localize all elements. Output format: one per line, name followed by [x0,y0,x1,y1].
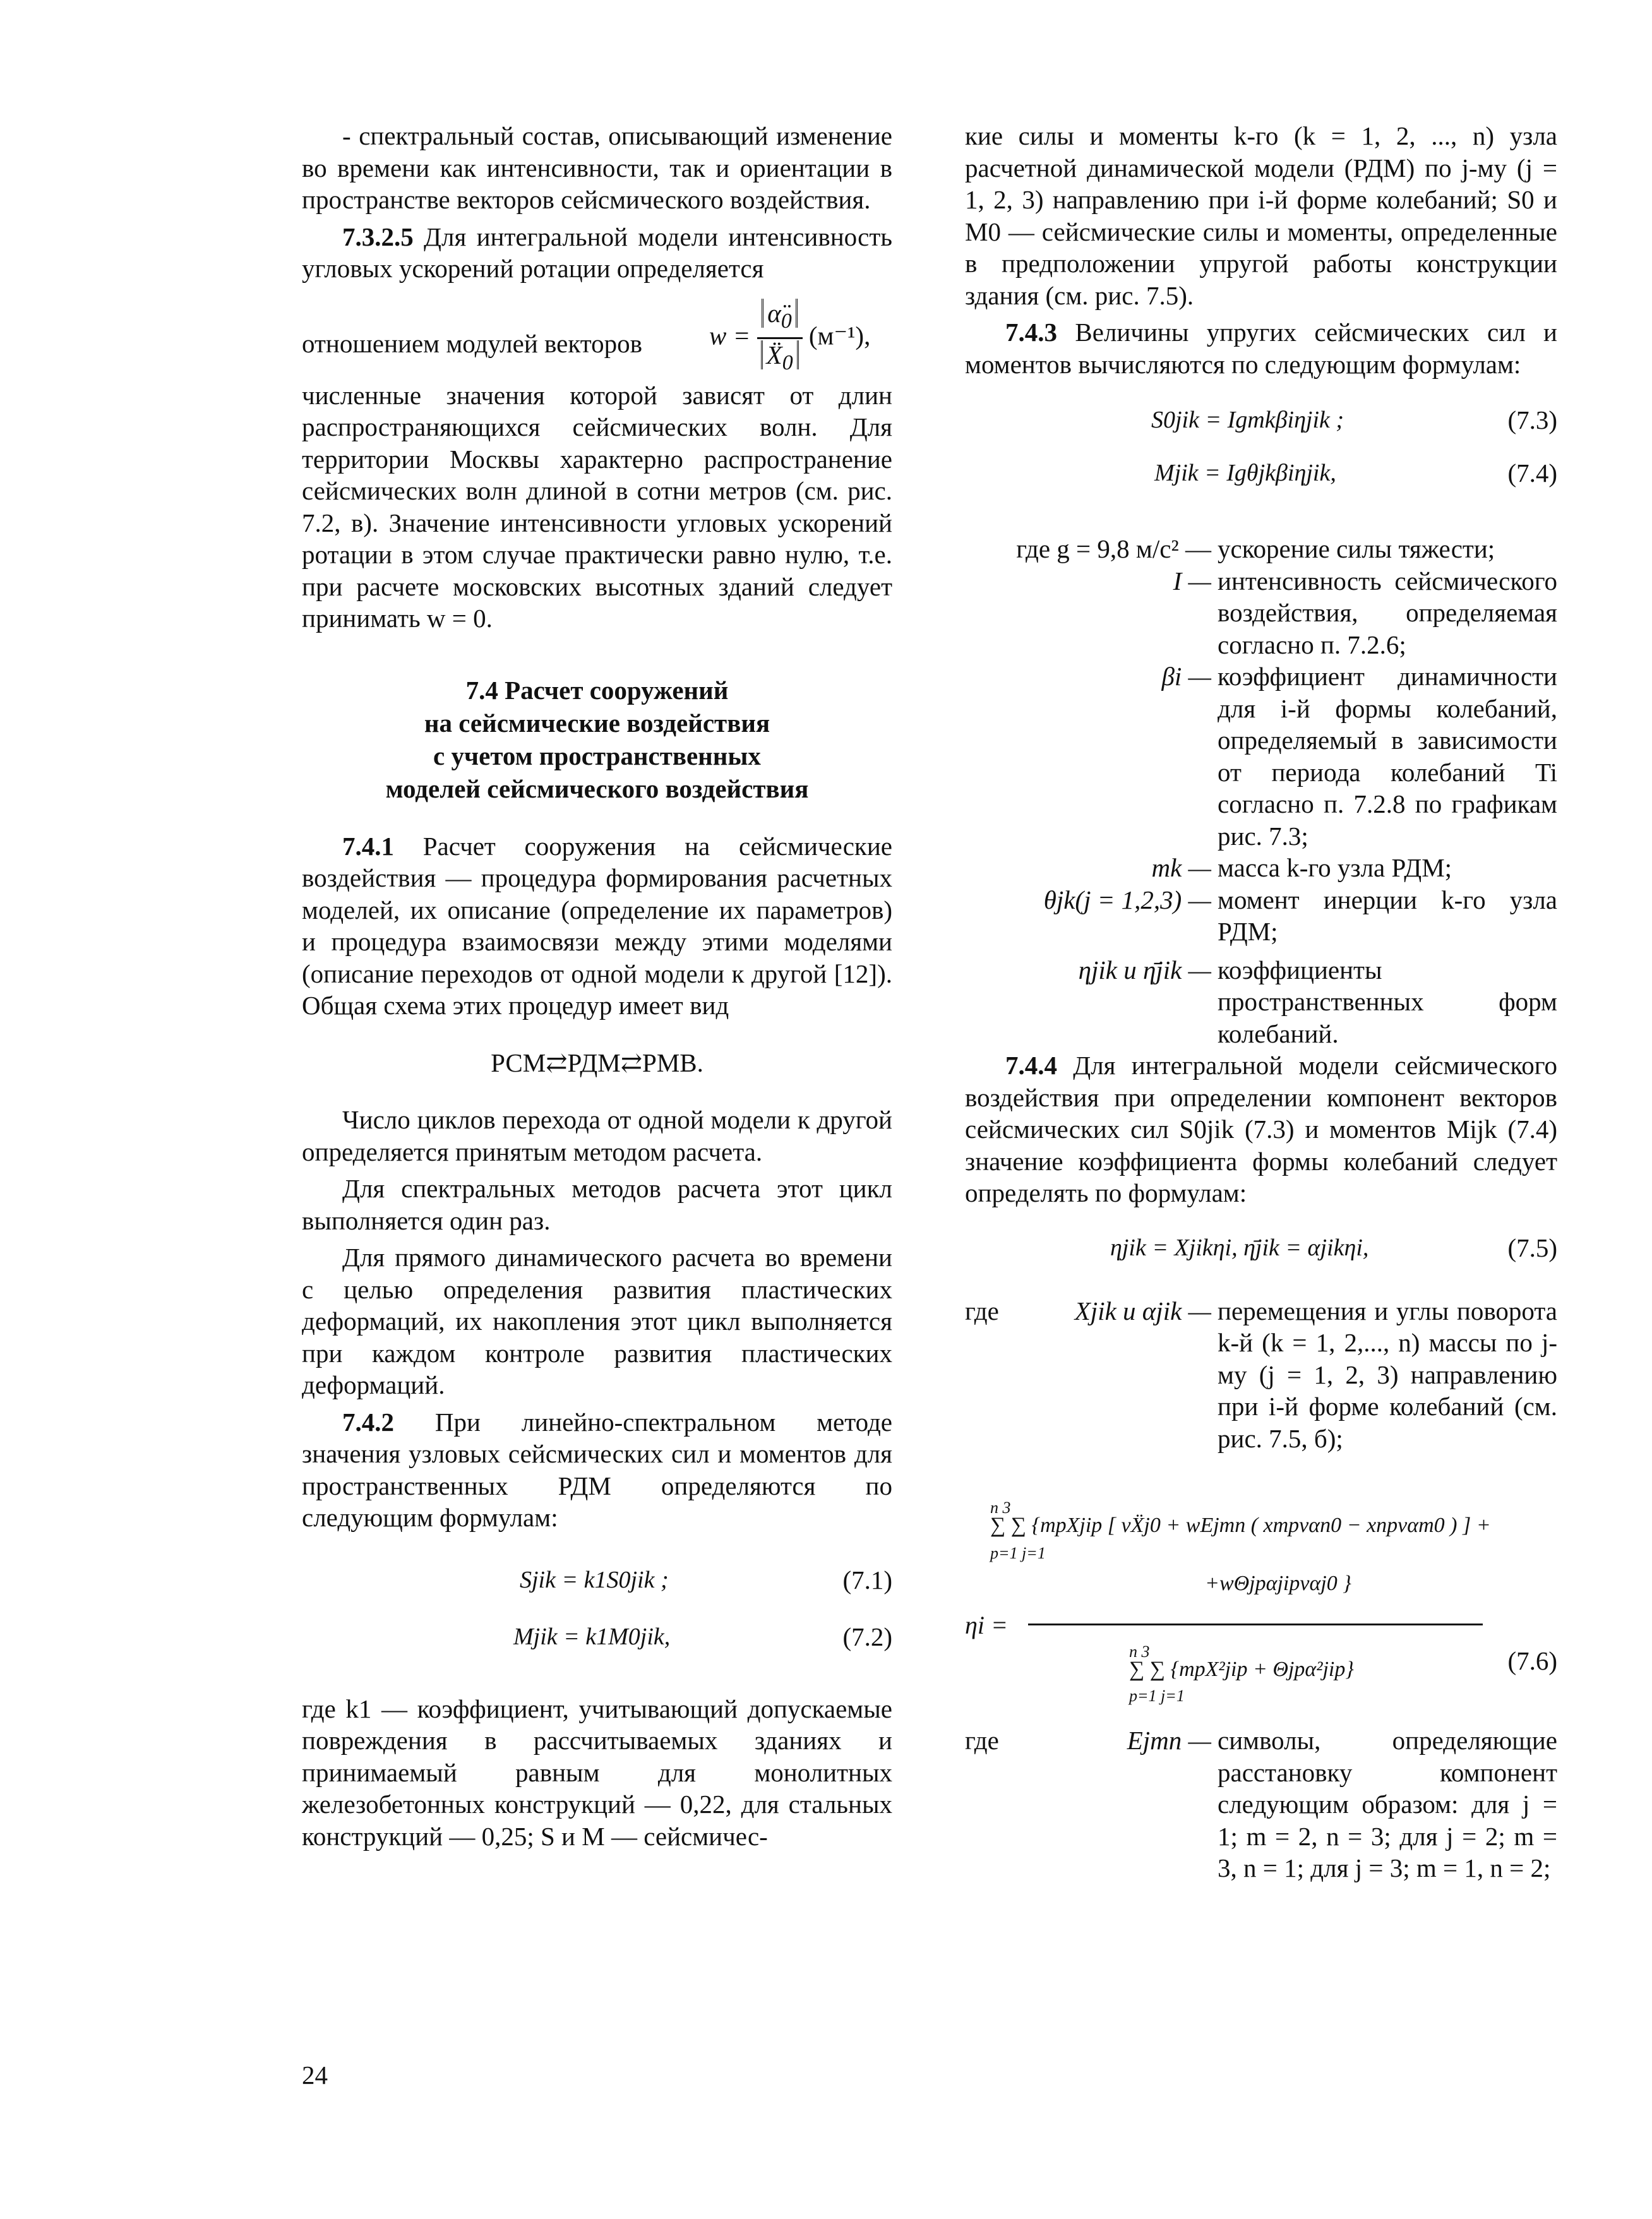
paragraph-continuation: кие силы и моменты k-го (k = 1, 2, ..., n) узла расчетной динамической модели (РДМ) по j-му (j = 1, 2, 3) направлению при i-й форме колебаний; S0 и M0 — сейсмические силы и моменты, определенные в предположении упругой работы конструкции здания (см. рис. 7.5). [965,121,1557,310]
definition-row: где Ejmn — символы, определяющие расстановку компонент следующим образом: для j = 1; m = 2, n = 3; для j = 2; m = 3, n = 1; для j = 3; m = 1, n = 2; [965,1726,1557,1882]
right-column [965,120,1557,1884]
formula-7-2: Mjik = k1M0jik, (7.2) [513,1622,892,1651]
paragraph-intro: - спектральный состав, описывающий изменение во времени как интенсивности, так и ориентации в пространстве векторов сейсмического воздействия. [302,121,892,214]
formula-7-4: Mjik = Igθjkβiηjik, (7.4) [1154,458,1557,487]
definition-row: I — интенсивность сейсмического воздействия, определяемая согласно п. 7.2.6; [1173,566,1557,659]
paragraph-7-4-1: 7.4.1 Расчет сооружения на сейсмические воздействия — процедура формирования расчетных моделей, их описание (определение их параметров) и процедура взаимосвязи между этими моделями (описание переходов от одной модели к другой [12]). Общая схема этих процедур имеет вид [302,831,892,1020]
paragraph-spectral: Для спектральных методов расчета этот цикл выполняется один раз. [302,1174,892,1235]
paragraph-7-4-2: 7.4.2 При линейно-спектральном методе значения узловых сейсмических сил и моментов для пространственных РДМ определяются по следующим формулам: [302,1407,892,1532]
definition-row: mk — масса k-го узла РДМ; [1151,853,1452,882]
definition-row: θjk(j = 1,2,3) — момент инерции k-го узла РДМ; [1043,885,1557,946]
w-formula-unit: (м⁻¹), [808,321,871,350]
paragraph-k1: где k1 — коэффициент, учитывающий допускаемые повреждения в рассчитываемых зданиях и принимаемый равным для монолитных железобетонных конструкций — 0,22, для стальных конструкций — 0,25; S и M — сейсмичес- [302,1694,892,1851]
definitions-list-1 [965,533,1557,1050]
fraction-bar [1028,1624,1483,1625]
section-heading-7-4: 7.4 Расчет сооружений на сейсмические воздействия с учетом пространственных моделей сейсмического воздействия [385,675,809,803]
paragraph-7-4-3: 7.4.3 Величины упругих сейсмических сил и моментов вычисляются по следующим формулам: [965,318,1557,379]
w-formula: w = $\frac{\alphä_0}{Ẍ_0}$ (м⁻¹), [709,298,871,375]
definition-row: ηjik и η̄jik — коэффициенты пространственных форм колебаний. [1078,955,1557,1048]
formula-7-6: n 3 p=1 j=1 ∑ ∑ {mpXjip [ νẌj0 + wEjmn ( xmpναn0 − xnpναm0 ) ] + +wΘjpαjipναj0 } ηi = n 3 p=1 j=1 ∑ ∑ {mpX²jip + Θjpα²jip} (7.6) [965,1498,1557,1705]
page-number: 24 [302,2060,328,2090]
definitions-list-3 [965,1725,1557,1884]
paragraph-7-3-2-5: 7.3.2.5 Для интегральной модели интенсивность угловых ускорений ротации определяется [302,222,892,283]
formula-7-1: Sjik = k1S0jik ; (7.1) [520,1565,892,1594]
definition-row: где Xjik и αjik — перемещения и углы поворота k-й (k = 1, 2,..., n) массы по j-му (j = 1, 2, 3) направлению при i-й форме колебаний (см. рис. 7.5, б); [965,1296,1557,1453]
w-formula-line [302,285,892,380]
paragraph-7-4-4: 7.4.4 Для интегральной модели сейсмического воздействия при определении компонент векторов сейсмических сил S0jik (7.3) и моментов Mijk (7.4) значение коэффициента формы колебаний следует определять по формулам: [965,1051,1557,1207]
definition-row: βi — коэффициент динамичности для i-й формы колебаний, определяемый в зависимости от периода колебаний Ti согласно п. 7.2.8 по графикам рис. 7.3; [1161,662,1557,851]
w-formula-label: отношением модулей векторов [302,328,642,358]
definition-row: где g = 9,8 м/с² — ускорение силы тяжести; [1016,534,1495,563]
formula-7-5: ηjik = Xjikηi, η̄jik = αjikηi, (7.5) [1110,1233,1557,1262]
paragraph-after-w: численные значения которой зависят от длин распространяющихся сейсмических волн. Для территории Москвы характерно распространение сейсмических волн длиной в сотни метров (см. рис. 7.2, в). Значение интенсивности угловых ускорений ротации в этом случае практически равно нулю, т.е. при расчете московских высотных зданий следует принимать w = 0. [302,380,892,633]
paragraph-direct: Для прямого динамического расчета во времени с целью определения развития пластических деформаций, их накопления этот цикл выполняется при каждом контроле развития пластических деформаций. [302,1243,892,1399]
scheme-formula: РСМ⇄РДМ⇄РМВ. [491,1048,703,1077]
left-column [302,120,892,1852]
formula-7-3: S0jik = Igmkβiηjik ; (7.3) [1151,405,1557,434]
section-number: 7.3.2.5 [342,222,414,251]
paragraph-cycles: Число циклов перехода от одной модели к другой определяется принятым методом расчета. [302,1105,892,1166]
definitions-list-2 [965,1295,1557,1455]
